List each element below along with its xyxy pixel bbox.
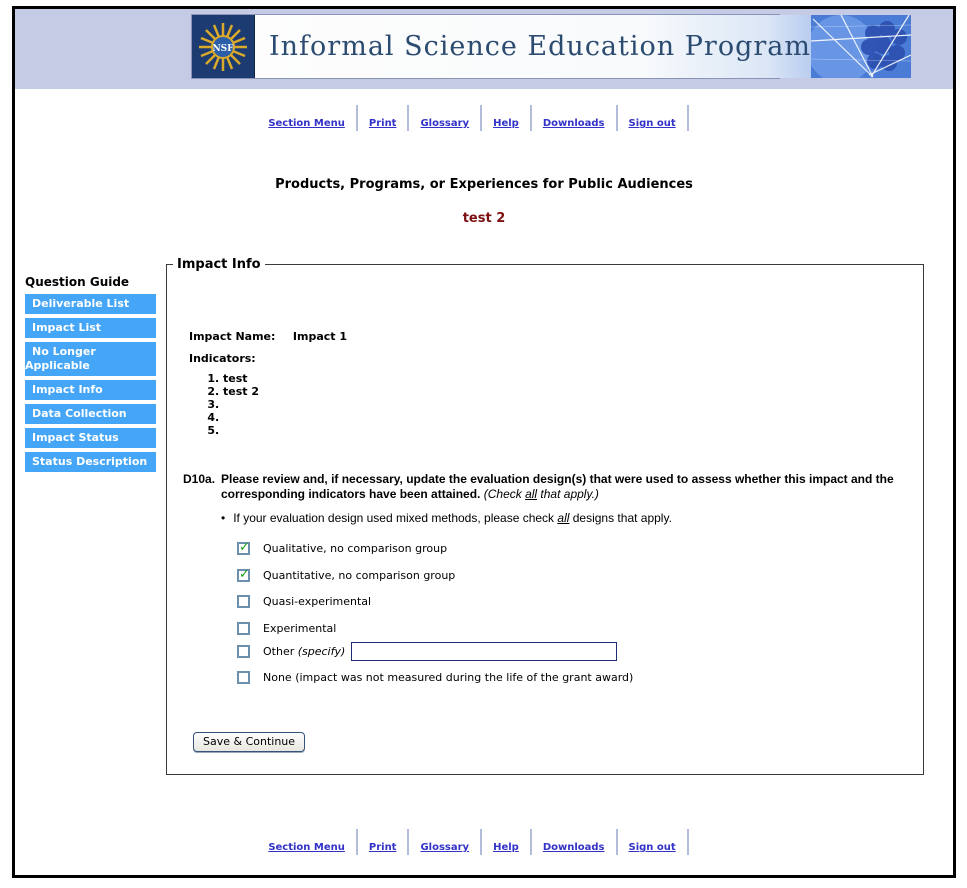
nav-separator — [480, 105, 482, 131]
qualitative-checkbox[interactable] — [237, 542, 250, 555]
nav-link-downloads[interactable]: Downloads — [542, 118, 605, 129]
question-number: D10a. — [183, 472, 216, 486]
nav-link-section-menu[interactable]: Section Menu — [268, 118, 345, 129]
question-guide — [25, 275, 156, 476]
sidebar-item-deliverable-list[interactable]: Deliverable List — [25, 294, 156, 314]
nav-link-downloads[interactable]: Downloads — [542, 842, 605, 853]
option-row-quasi-experimental — [237, 595, 371, 608]
nsf-banner — [192, 15, 811, 78]
nav-separator — [616, 105, 618, 131]
nav-separator — [616, 829, 618, 855]
other-checkbox[interactable] — [237, 645, 250, 658]
quasi-experimental-label: Quasi-experimental — [263, 595, 372, 608]
indicator-item: 1. test — [223, 372, 259, 385]
sidebar-item-impact-list[interactable]: Impact List — [25, 318, 156, 338]
page-title: Products, Programs, or Experiences for Public Audiences — [275, 177, 693, 192]
indicator-item: 2. test 2 — [223, 385, 259, 398]
nav-separator — [530, 829, 532, 855]
none-label: None (impact was not measured during the life of the grant award) — [263, 671, 634, 684]
quasi-experimental-checkbox[interactable] — [237, 595, 250, 608]
experimental-checkbox[interactable] — [237, 622, 250, 635]
option-row-quantitative — [237, 569, 455, 582]
nav-link-sign-out[interactable]: Sign out — [628, 118, 676, 129]
option-row-qualitative — [237, 542, 447, 555]
other-specify-input[interactable] — [351, 642, 617, 661]
option-row-none — [237, 671, 633, 684]
nav-separator — [530, 105, 532, 131]
nav-separator — [407, 105, 409, 131]
nav-link-glossary[interactable]: Glossary — [420, 118, 470, 129]
question-d10a — [183, 472, 925, 502]
other-label: Other (specify) — [263, 645, 346, 658]
question-text: Please review and, if necessary, update the evaluation design(s) that were used to assess whether this impact and the corresponding indicators have been attained. (Check all that apply.) — [221, 472, 894, 501]
fieldset-legend: Impact Info — [177, 257, 261, 272]
globe-graphic-icon — [811, 15, 911, 78]
impact-info-fieldset — [166, 257, 924, 775]
question-guide-heading: Question Guide — [25, 275, 130, 289]
sidebar-item-impact-info[interactable]: Impact Info — [25, 380, 156, 400]
nav-link-glossary[interactable]: Glossary — [420, 842, 470, 853]
nav-separator — [687, 829, 689, 855]
none-checkbox[interactable] — [237, 671, 250, 684]
impact-name-row — [189, 330, 347, 343]
mixed-methods-note: • If your evaluation design used mixed methods, please check all designs that apply. — [221, 511, 672, 525]
nav-link-print[interactable]: Print — [368, 118, 397, 129]
quantitative-checkbox[interactable] — [237, 569, 250, 582]
sidebar-item-no-longer-applicable[interactable]: No Longer Applicable — [25, 342, 156, 376]
sidebar-item-status-description[interactable]: Status Description — [25, 452, 156, 472]
deliverable-name: test 2 — [462, 211, 506, 226]
indicator-item — [223, 398, 259, 411]
nav-separator — [356, 105, 358, 131]
impact-name-label: Impact Name: — [189, 330, 276, 343]
option-row-experimental — [237, 622, 336, 635]
indicator-item — [223, 411, 259, 424]
indicators-list — [187, 372, 259, 437]
banner-title-area — [255, 15, 811, 78]
banner-title: Informal Science Education Program — [269, 31, 811, 62]
save-continue-button[interactable]: Save & Continue — [193, 732, 305, 752]
nav-separator — [687, 105, 689, 131]
app-window — [12, 6, 956, 878]
bottom-nav — [15, 827, 953, 855]
indicators-label: Indicators: — [189, 352, 256, 365]
nav-separator — [356, 829, 358, 855]
nav-link-print[interactable]: Print — [368, 842, 397, 853]
nsf-logo-icon — [192, 15, 255, 78]
nav-separator — [480, 829, 482, 855]
experimental-label: Experimental — [263, 622, 337, 635]
svg-text:NSF: NSF — [212, 43, 234, 54]
sidebar-item-data-collection[interactable]: Data Collection — [25, 404, 156, 424]
impact-name-value: Impact 1 — [292, 330, 348, 343]
sidebar-item-impact-status[interactable]: Impact Status — [25, 428, 156, 448]
qualitative-label: Qualitative, no comparison group — [263, 542, 448, 555]
option-row-other — [237, 642, 617, 661]
top-nav — [15, 103, 953, 131]
nav-link-help[interactable]: Help — [493, 842, 519, 853]
indicator-item — [223, 424, 259, 437]
quantitative-label: Quantitative, no comparison group — [263, 569, 456, 582]
nav-link-sign-out[interactable]: Sign out — [628, 842, 676, 853]
nav-link-help[interactable]: Help — [493, 118, 519, 129]
nav-link-section-menu[interactable]: Section Menu — [268, 842, 345, 853]
nav-separator — [407, 829, 409, 855]
